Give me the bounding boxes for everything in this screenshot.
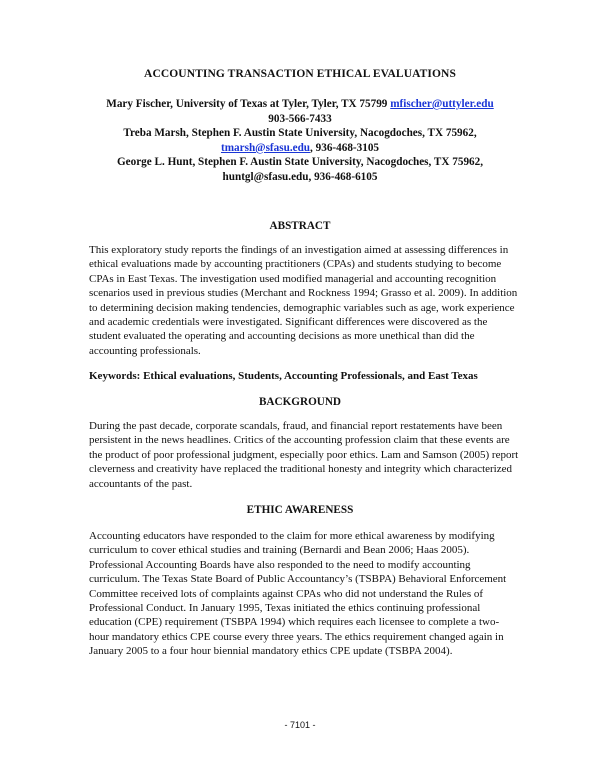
author-1-email-link[interactable]: mfischer@uttyler.edu [390, 98, 494, 110]
author-1-affiliation: Mary Fischer, University of Texas at Tyler, Tyler, TX 75799 [106, 98, 391, 110]
paper-title: ACCOUNTING TRANSACTION ETHICAL EVALUATIONS [144, 68, 456, 80]
keywords-line: Keywords: Ethical evaluations, Students, Accounting Professionals, and East Texas [89, 370, 478, 382]
page-number-footer: - 7101 - [284, 720, 316, 730]
author-block [0, 97, 600, 185]
author-2-contact [0, 141, 600, 156]
author-3-affiliation: George L. Hunt, Stephen F. Austin State University, Nacogdoches, TX 75962, [116, 156, 484, 169]
background-heading: BACKGROUND [258, 396, 342, 408]
author-2-affiliation: Treba Marsh, Stephen F. Austin State University, Nacogdoches, TX 75962, [123, 127, 477, 140]
ethic-awareness-text: Accounting educators have responded to the claim for more ethical awareness by modifying curriculum to cover ethical studies and training (Bernardi and Bean 2006; Haas 2005). Professional Accounting Boards have also responded to the need to modify accounting curriculum. The Texas State Board of Public Accountancy’s (TSBPA) Behavioral Enforcement Committee received lots of complaints against CPAs who did not understand the Rules of Professional Conduct. In January 1995, Texas initiated the ethics continuing professional education (CPE) requirement (TSBPA 1994) which requires each licensee to complete a two-hour mandatory ethics CPE course every three years. The ethics requirement changed again in January 2005 to a four hour biennial mandatory ethics CPE update (TSBPA 2004). [89, 530, 507, 658]
author-2-email-link[interactable]: tmarsh@sfasu.edu [220, 141, 311, 154]
author-1-phone: 903-566-7433 [268, 112, 332, 125]
background-text: During the past decade, corporate scandals, fraud, and financial report restatements have been persistent in the news headlines. Critics of the accounting profession claim that these events are the product of poor professional judgment, especially poor ethics. Lam and Samson (2005) report cleverness and creativity have replaced the traditional honesty and integrity which characterized accountants of the past. [89, 420, 519, 490]
ethic-awareness-heading: ETHIC AWARENESS [246, 504, 354, 516]
author-3-contact: huntgl@sfasu.edu, 936-468-6105 [222, 170, 378, 183]
abstract-heading: ABSTRACT [269, 220, 331, 232]
abstract-text: This exploratory study reports the findings of an investigation aimed at assessing differences in ethical evaluations made by accounting practitioners (CPAs) and students studying to become CPAs in East Texas. The investigation used modified managerial and accounting recognition scenarios used in previous studies (Merchant and Rockness 1994; Grasso et al. 2009). In addition to determining decision making tendencies, demographic variables such as age, work experience and academic credentials were investigated. Significant differences were discovered as the student evaluated the operating and accounting decisions as more unethical than did the accounting professionals. [89, 244, 518, 357]
author-2-phone: , 936-468-3105 [310, 141, 380, 154]
author-1-line [0, 97, 600, 112]
